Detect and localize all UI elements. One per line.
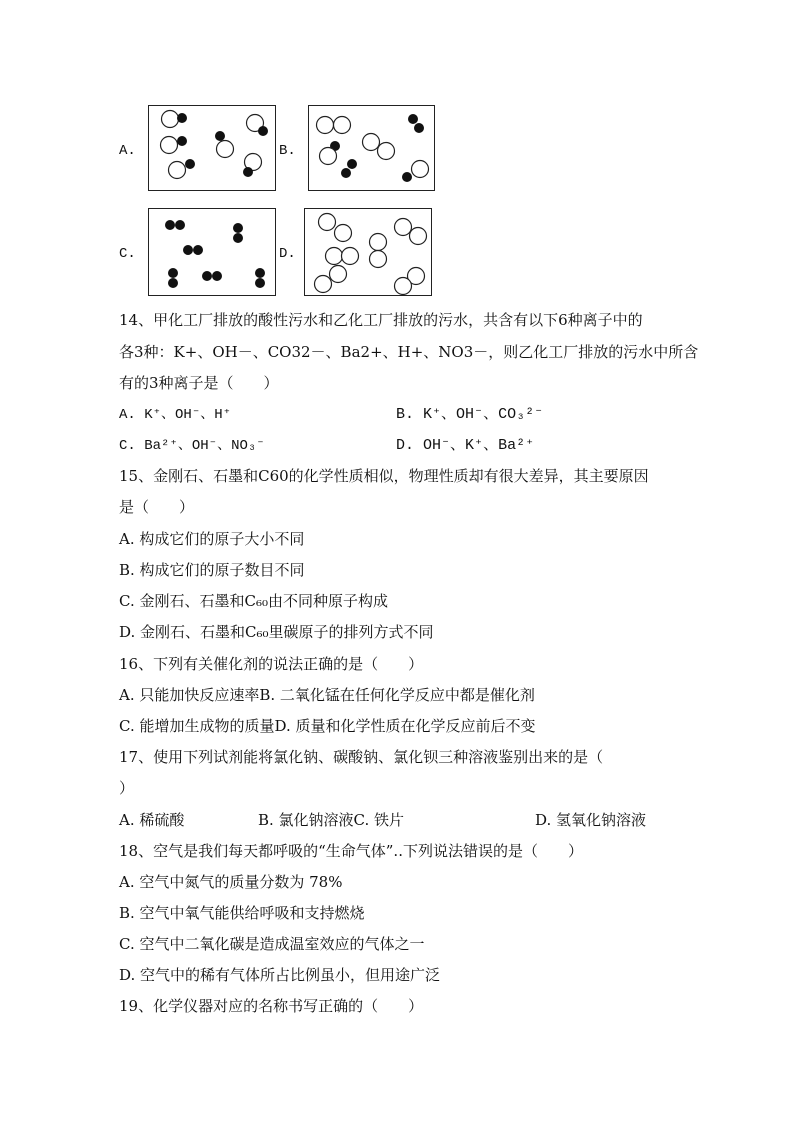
black-atom bbox=[168, 278, 178, 288]
option-d-diagram bbox=[304, 208, 432, 296]
white-atom bbox=[319, 214, 336, 231]
q16-options-ab: A. 只能加快反应速率B. 二氧化锰在任何化学反应中都是催化剂 bbox=[119, 686, 535, 704]
white-atom bbox=[410, 228, 427, 245]
black-atom bbox=[255, 278, 265, 288]
black-atom bbox=[165, 220, 175, 230]
black-atom bbox=[193, 245, 203, 255]
q15-stem-line1: 15、金刚石、石墨和C60的化学性质相似，物理性质却有很大差异，其主要原因 bbox=[119, 467, 649, 485]
q17-option-a: A. 稀硫酸 bbox=[119, 811, 185, 829]
black-atom bbox=[243, 167, 253, 177]
black-atom bbox=[341, 168, 351, 178]
black-atom bbox=[408, 114, 418, 124]
white-atom bbox=[317, 117, 334, 134]
q14-option-d: D. OH⁻、K⁺、Ba²⁺ bbox=[396, 437, 535, 454]
q17-option-d: D. 氢氧化钠溶液 bbox=[535, 811, 647, 829]
option-b-diagram bbox=[308, 105, 435, 191]
white-atom bbox=[395, 278, 412, 295]
q14-stem-line2: 各3种：K+、OH－、CO32－、Ba2+、H+、NO3－，则乙化工厂排放的污水中所含 bbox=[119, 343, 699, 361]
q15-option-c: C. 金刚石、石墨和C₆₀由不同种原子构成 bbox=[119, 592, 388, 610]
black-atom bbox=[185, 159, 195, 169]
black-atom bbox=[177, 113, 187, 123]
option-b-label: B. bbox=[279, 143, 296, 159]
q17-stem-line2: ） bbox=[119, 779, 135, 797]
q17-option-bc: B. 氯化钠溶液C. 铁片 bbox=[258, 811, 405, 829]
white-atom bbox=[315, 276, 332, 293]
black-atom bbox=[258, 126, 268, 136]
black-atom bbox=[255, 268, 265, 278]
q16-stem: 16、下列有关催化剂的说法正确的是（ ） bbox=[119, 655, 424, 673]
black-atom bbox=[233, 223, 243, 233]
white-atom bbox=[395, 219, 412, 236]
q16-options-cd: C. 能增加生成物的质量D. 质量和化学性质在化学反应前后不变 bbox=[119, 717, 536, 735]
black-atom bbox=[212, 271, 222, 281]
q14-stem-line3: 有的3种离子是（ ） bbox=[119, 374, 279, 392]
q15-option-d: D. 金刚石、石墨和C₆₀里碳原子的排列方式不同 bbox=[119, 623, 434, 641]
white-atom bbox=[217, 141, 234, 158]
white-atom bbox=[162, 111, 179, 128]
option-d-label: D. bbox=[279, 246, 296, 262]
white-atom bbox=[370, 251, 387, 268]
white-atom bbox=[169, 162, 186, 179]
q17-stem-line1: 17、使用下列试剂能将氯化钠、碳酸钠、氯化钡三种溶液鉴别出来的是（ bbox=[119, 748, 604, 766]
option-a-label: A. bbox=[119, 143, 136, 159]
white-atom bbox=[342, 248, 359, 265]
white-atom bbox=[326, 248, 343, 265]
white-atom bbox=[161, 137, 178, 154]
black-atom bbox=[168, 268, 178, 278]
q15-option-a: A. 构成它们的原子大小不同 bbox=[119, 530, 305, 548]
q19-stem: 19、化学仪器对应的名称书写正确的（ ） bbox=[119, 997, 424, 1015]
q15-stem-line2: 是（ ） bbox=[119, 498, 195, 516]
q18-option-a: A. 空气中氮气的质量分数为 78% bbox=[119, 873, 343, 891]
option-c-label: C. bbox=[119, 246, 136, 262]
white-atom bbox=[412, 161, 429, 178]
white-atom bbox=[330, 266, 347, 283]
white-atom bbox=[320, 148, 337, 165]
black-atom bbox=[183, 245, 193, 255]
white-atom bbox=[334, 117, 351, 134]
black-atom bbox=[402, 172, 412, 182]
q14-option-a: A. K⁺、OH⁻、H⁺ bbox=[119, 407, 232, 423]
option-a-diagram bbox=[148, 105, 276, 191]
black-atom bbox=[414, 123, 424, 133]
q14-stem-line1: 14、甲化工厂排放的酸性污水和乙化工厂排放的污水，共含有以下6种离子中的 bbox=[119, 311, 643, 329]
q18-option-d: D. 空气中的稀有气体所占比例虽小，但用途广泛 bbox=[119, 966, 441, 984]
white-atom bbox=[370, 234, 387, 251]
black-atom bbox=[347, 159, 357, 169]
black-atom bbox=[215, 131, 225, 141]
white-atom bbox=[363, 134, 380, 151]
q15-option-b: B. 构成它们的原子数目不同 bbox=[119, 561, 305, 579]
black-atom bbox=[175, 220, 185, 230]
option-c-diagram bbox=[148, 208, 276, 296]
q14-option-b: B. K⁺、OH⁻、CO₃²⁻ bbox=[396, 406, 544, 423]
q18-stem: 18、空气是我们每天都呼吸的“生命气体”..下列说法错误的是（ ） bbox=[119, 842, 583, 860]
q18-option-b: B. 空气中氧气能供给呼吸和支持燃烧 bbox=[119, 904, 365, 922]
q14-option-c: C. Ba²⁺、OH⁻、NO₃⁻ bbox=[119, 438, 265, 454]
white-atom bbox=[378, 143, 395, 160]
black-atom bbox=[233, 233, 243, 243]
q18-option-c: C. 空气中二氧化碳是造成温室效应的气体之一 bbox=[119, 935, 425, 953]
white-atom bbox=[335, 225, 352, 242]
black-atom bbox=[202, 271, 212, 281]
black-atom bbox=[177, 136, 187, 146]
